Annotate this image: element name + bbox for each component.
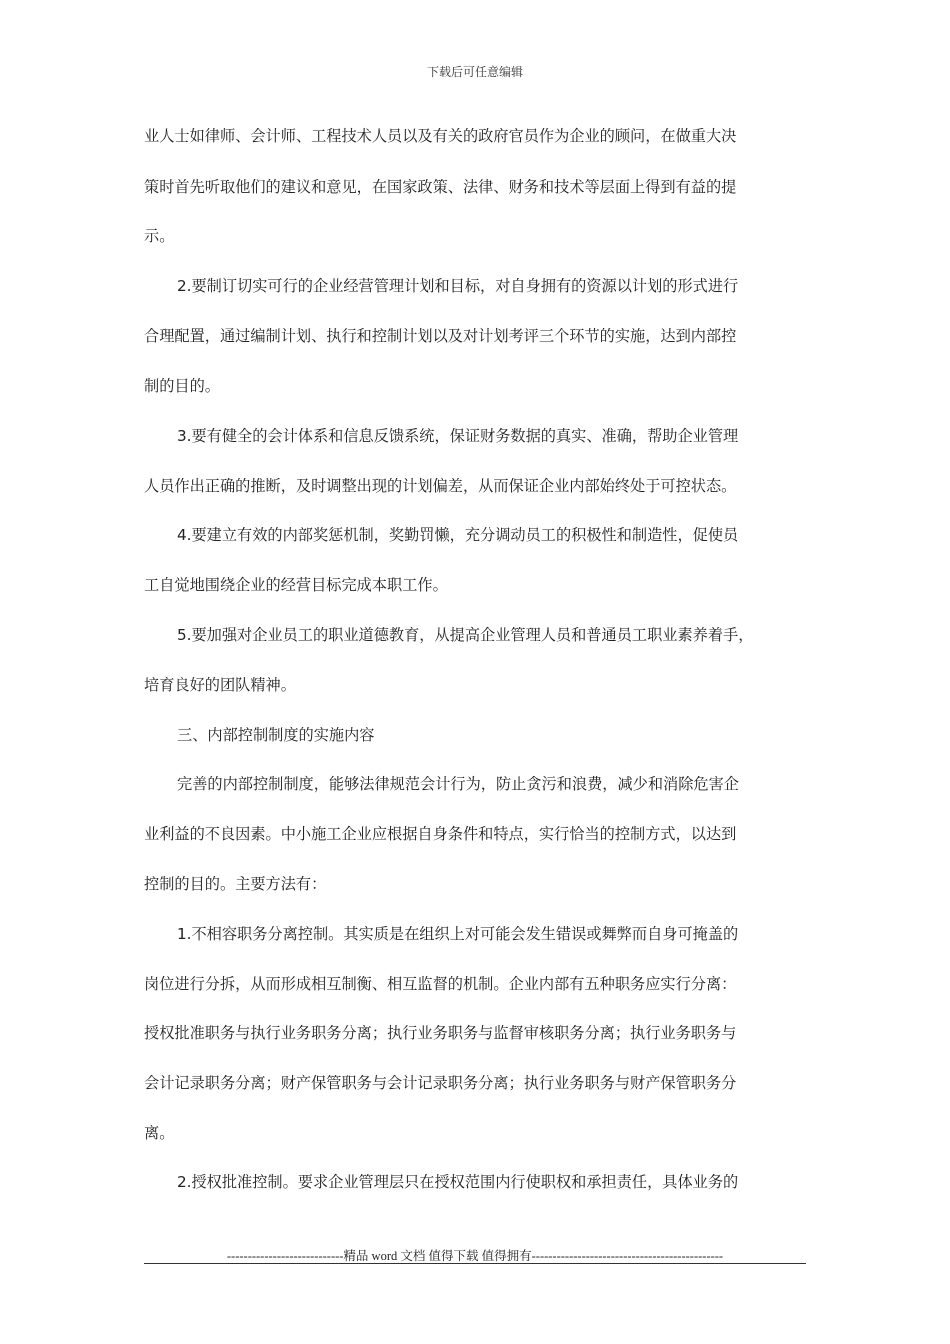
text-line: 3.要有健全的会计体系和信息反馈系统，保证财务数据的真实、准确，帮助企业管理 <box>177 427 739 445</box>
text-line: 培育良好的团队精神。 <box>144 676 296 694</box>
page-header: 下载后可任意编辑 <box>426 65 523 79</box>
text-line: 会计记录职务分离；财产保管职务与会计记录职务分离；执行业务职务与财产保管职务分 <box>144 1074 737 1092</box>
text-line: 5.要加强对企业员工的职业道德教育，从提高企业管理人员和普通员工职业素养着手， <box>177 626 754 644</box>
text-line: 人员作出正确的推断，及时调整出现的计划偏差，从而保证企业内部始终处于可控状态。 <box>144 477 737 495</box>
text-line: 工自觉地围绕企业的经营目标完成本职工作。 <box>144 576 448 594</box>
text-line: 1.不相容职务分离控制。其实质是在组织上对可能会发生错误或舞弊而自身可掩盖的 <box>177 925 739 943</box>
text-line: 合理配置，通过编制计划、执行和控制计划以及对计划考评三个环节的实施，达到内部控 <box>144 327 737 345</box>
footer-rule <box>144 1263 806 1264</box>
text-line: 授权批准职务与执行业务职务分离；执行业务职务与监督审核职务分离；执行业务职务与 <box>144 1024 737 1042</box>
text-line: 业人士如律师、会计师、工程技术人员以及有关的政府官员作为企业的顾问，在做重大决 <box>144 127 737 145</box>
text-line: 示。 <box>144 227 175 245</box>
section-heading: 三、内部控制制度的实施内容 <box>177 726 375 744</box>
text-line: 完善的内部控制制度，能够法律规范会计行为，防止贪污和浪费，减少和消除危害企 <box>177 775 739 793</box>
page-footer: ----------------------------精品 word 文档 值得下载 值得拥有---------------------------------------------- <box>226 1249 724 1263</box>
text-line: 离。 <box>144 1124 175 1142</box>
text-line: 业利益的不良因素。中小施工企业应根据自身条件和特点，实行恰当的控制方式，以达到 <box>144 825 737 843</box>
text-line: 策时首先听取他们的建议和意见，在国家政策、法律、财务和技术等层面上得到有益的提 <box>144 178 737 196</box>
text-line: 4.要建立有效的内部奖惩机制，奖勤罚懒，充分调动员工的积极性和制造性，促使员 <box>177 526 739 544</box>
text-line: 2.授权批准控制。要求企业管理层只在授权范围内行使职权和承担责任，具体业务的 <box>177 1173 739 1191</box>
text-line: 制的目的。 <box>144 377 220 395</box>
text-line: 岗位进行分拆，从而形成相互制衡、相互监督的机制。企业内部有五种职务应实行分离： <box>144 975 737 993</box>
text-line: 控制的目的。主要方法有： <box>144 875 327 893</box>
text-line: 2.要制订切实可行的企业经营管理计划和目标，对自身拥有的资源以计划的形式进行 <box>177 277 739 295</box>
